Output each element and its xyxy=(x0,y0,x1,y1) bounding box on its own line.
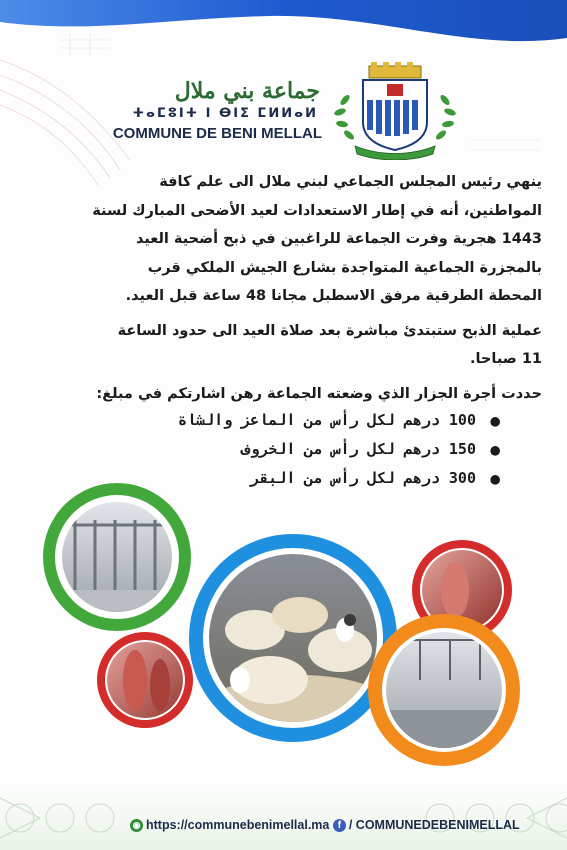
website-link[interactable]: https://communebenimellal.ma xyxy=(146,818,330,832)
text-line: 11 صباحا. xyxy=(469,351,542,367)
announcement-paragraph-1 xyxy=(26,168,542,311)
fee-text: 150 درهم لكل رأس من الخروف xyxy=(241,440,476,458)
announcement-paragraph-3 xyxy=(26,380,542,409)
list-item xyxy=(20,435,500,464)
commune-name-french: COMMUNE DE BENI MELLAL xyxy=(112,125,322,142)
bullet-icon: ● xyxy=(490,469,500,488)
facebook-link[interactable]: / COMMUNEDEBENIMELLAL xyxy=(348,818,520,832)
slaughter-room-photo xyxy=(368,614,520,766)
text-line: 1443 هجرية وفرت الجماعة للراغبين في ذبح أضحية العيد xyxy=(135,231,542,247)
photo-collage xyxy=(0,480,567,780)
bullet-icon: ● xyxy=(490,440,500,459)
text-line: ينهي رئيس المجلس الجماعي لبني ملال الى علم كافة xyxy=(159,174,542,190)
text-line: المواطنين، أنه في إطار الاستعدادات لعيد الأضحى المبارك لسنة xyxy=(92,202,542,219)
commune-coat-of-arms-logo xyxy=(325,60,465,160)
footer-pattern xyxy=(0,778,567,850)
text-line: المحطة الطرقية مرفق الاسطبل مجانا 48 ساعة قبل العيد. xyxy=(125,288,542,304)
meat-carcass-photo-left xyxy=(97,632,193,730)
fee-text: 100 درهم لكل رأس من الماعز والشاة xyxy=(177,411,476,429)
commune-name-tifinagh: ⵜⴰⵎⵓⵏⵜ ⵏ ⴱⵏⵉ ⵎⵍⵍⴰⵍ xyxy=(132,106,318,121)
text-line: حددت أجرة الجزار الذي وضعته الجماعة رهن اشارتكم في مبلغ: xyxy=(96,385,542,402)
announcement-paragraph-2 xyxy=(26,317,542,374)
text-line: بالمجزرة الجماعية المتواجدة بشارع الجيش الملكي قرب xyxy=(147,259,542,276)
text-line: عملية الذبح ستبتدئ مباشرة بعد صلاة العيد الى حدود الساعة xyxy=(117,322,542,339)
footer-links xyxy=(130,818,520,832)
bullet-icon: ● xyxy=(490,411,500,430)
fee-text: 300 درهم لكل رأس من البقر xyxy=(250,469,476,487)
slaughterhouse-hall-photo xyxy=(43,483,191,631)
globe-icon: ◉ xyxy=(130,819,143,832)
commune-name-arabic: جماعة بني ملال xyxy=(174,78,320,104)
facebook-icon: f xyxy=(333,819,346,832)
list-item xyxy=(20,406,500,435)
announcement-body xyxy=(26,168,542,408)
sheep-photo xyxy=(189,534,397,745)
